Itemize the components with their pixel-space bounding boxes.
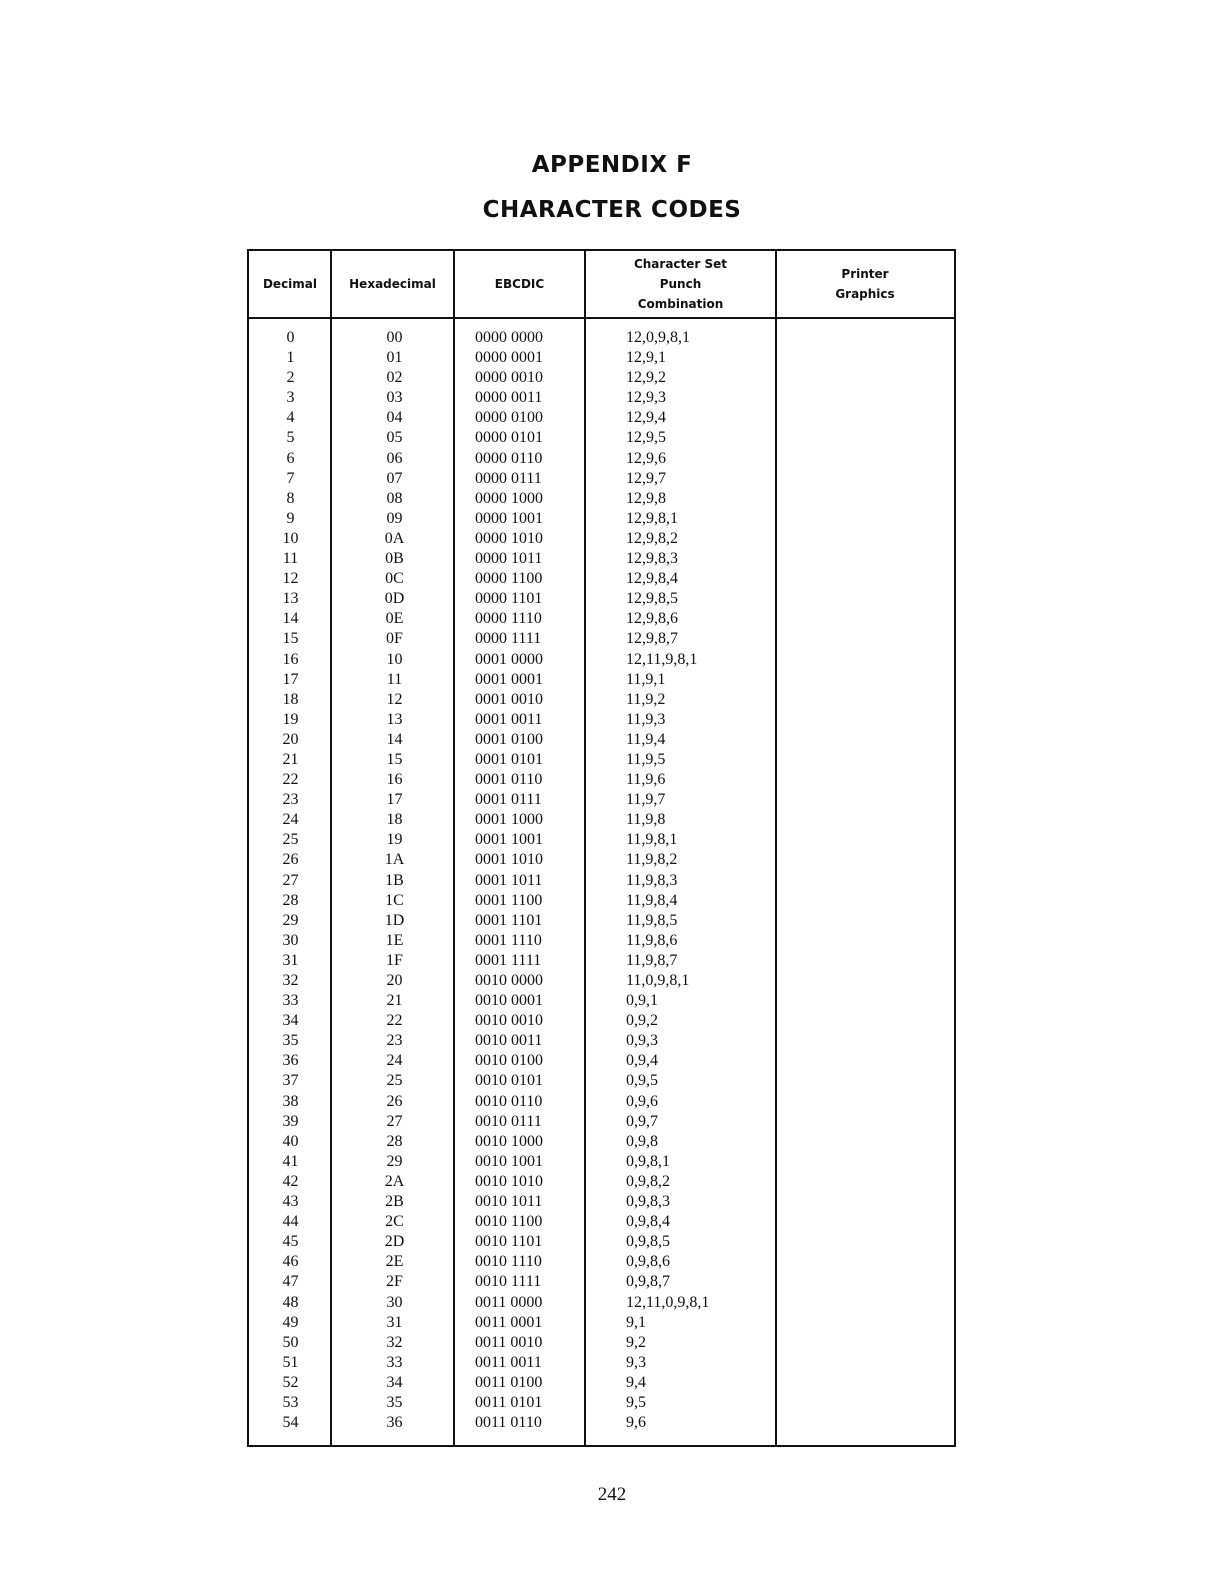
cell-decimal: 0 [286, 329, 295, 346]
cell-punch-combination: 12,9,8,3 [626, 550, 678, 568]
cell-hexadecimal: 0A [384, 529, 405, 547]
cell-hexadecimal: 00 [386, 329, 403, 346]
cell-ebcdic: 0011 0000 [475, 1293, 543, 1311]
cell-decimal: 52 [282, 1373, 299, 1391]
cell-decimal: 44 [282, 1213, 299, 1231]
cell-ebcdic: 0001 1110 [475, 931, 542, 949]
cell-decimal: 35 [282, 1032, 299, 1050]
cell-ebcdic: 0011 0110 [475, 1414, 542, 1432]
column-header-hexadecimal-label: Hexadecimal [349, 277, 436, 291]
cell-hexadecimal: 06 [386, 449, 403, 467]
cell-ebcdic: 0010 0100 [475, 1052, 543, 1070]
cell-punch-combination: 0,9,8,3 [626, 1193, 670, 1211]
cell-decimal: 54 [282, 1414, 299, 1432]
cell-ebcdic: 0001 1111 [475, 951, 542, 969]
cell-punch-combination: 0,9,8,2 [626, 1172, 670, 1190]
cell-ebcdic: 0010 1001 [475, 1152, 543, 1170]
cell-punch-combination: 12,9,8,2 [626, 529, 678, 547]
cell-hexadecimal: 2F [386, 1273, 403, 1291]
punch-header-line3: Combination [637, 297, 724, 311]
table-row [249, 790, 954, 810]
punch-header-line1: Character Set [633, 257, 728, 271]
cell-punch-combination: 9,6 [626, 1414, 646, 1432]
cell-hexadecimal: 16 [386, 771, 403, 789]
cell-hexadecimal: 02 [386, 369, 403, 387]
cell-ebcdic: 0001 0101 [475, 750, 543, 768]
table-row [249, 830, 954, 850]
cell-decimal: 1 [286, 349, 295, 367]
cell-ebcdic: 0001 0001 [475, 670, 543, 688]
column-header-hexadecimal [331, 251, 454, 317]
cell-hexadecimal: 0F [386, 630, 403, 648]
table-row [249, 1152, 954, 1172]
table-row [249, 1232, 954, 1252]
cell-ebcdic: 0011 0001 [475, 1313, 543, 1331]
cell-hexadecimal: 17 [386, 791, 403, 809]
cell-ebcdic: 0001 1011 [475, 871, 543, 889]
cell-decimal: 10 [282, 529, 299, 547]
cell-decimal: 39 [282, 1112, 299, 1130]
table-row [249, 1373, 954, 1393]
cell-punch-combination: 0,9,8,1 [626, 1152, 670, 1170]
table-row [249, 690, 954, 710]
table-row [249, 509, 954, 529]
cell-hexadecimal: 2A [384, 1172, 405, 1190]
cell-punch-combination: 12,9,3 [626, 389, 666, 407]
cell-punch-combination: 11,9,1 [626, 670, 666, 688]
cell-punch-combination: 0,9,8,5 [626, 1233, 670, 1251]
character-codes-table [247, 249, 956, 1447]
table-row [249, 1212, 954, 1232]
cell-decimal: 22 [282, 771, 299, 789]
table-row [249, 1172, 954, 1192]
cell-punch-combination: 9,2 [626, 1333, 646, 1351]
cell-hexadecimal: 36 [386, 1414, 403, 1432]
page-number: 242 [597, 1484, 627, 1505]
cell-punch-combination: 11,9,8,7 [626, 951, 678, 969]
cell-decimal: 26 [282, 851, 299, 869]
cell-ebcdic: 0010 1010 [475, 1172, 543, 1190]
cell-decimal: 30 [282, 931, 299, 949]
cell-hexadecimal: 18 [386, 811, 403, 829]
cell-decimal: 20 [282, 730, 299, 748]
cell-hexadecimal: 33 [386, 1353, 403, 1371]
table-row [249, 710, 954, 730]
cell-ebcdic: 0001 1010 [475, 851, 543, 869]
cell-punch-combination: 11,9,8,3 [626, 871, 678, 889]
cell-punch-combination: 0,9,1 [626, 992, 658, 1010]
column-header-decimal-label: Decimal [262, 277, 318, 291]
cell-decimal: 27 [282, 871, 299, 889]
cell-hexadecimal: 21 [386, 992, 403, 1010]
cell-punch-combination: 0,9,8 [626, 1132, 658, 1150]
cell-hexadecimal: 28 [386, 1132, 403, 1150]
table-row [249, 1132, 954, 1152]
cell-decimal: 50 [282, 1333, 299, 1351]
cell-ebcdic: 0000 0000 [475, 329, 543, 346]
column-header-ebcdic [454, 251, 585, 317]
cell-hexadecimal: 04 [386, 409, 403, 427]
cell-decimal: 51 [282, 1353, 299, 1371]
table-row [249, 368, 954, 388]
cell-hexadecimal: 03 [386, 389, 403, 407]
cell-ebcdic: 0000 0010 [475, 369, 543, 387]
cell-decimal: 23 [282, 791, 299, 809]
cell-decimal: 4 [286, 409, 295, 427]
cell-ebcdic: 0001 0011 [475, 710, 543, 728]
cell-hexadecimal: 12 [386, 690, 403, 708]
cell-decimal: 47 [282, 1273, 299, 1291]
table-row [249, 328, 954, 348]
table-row [249, 609, 954, 629]
table-row [249, 569, 954, 589]
cell-hexadecimal: 35 [386, 1393, 403, 1411]
cell-punch-combination: 0,9,4 [626, 1052, 658, 1070]
cell-hexadecimal: 2B [385, 1193, 404, 1211]
cell-ebcdic: 0000 0101 [475, 429, 543, 447]
cell-ebcdic: 0001 1101 [475, 911, 543, 929]
cell-decimal: 53 [282, 1393, 299, 1411]
cell-ebcdic: 0000 1010 [475, 529, 543, 547]
table-row [249, 408, 954, 428]
cell-ebcdic: 0000 1111 [475, 630, 542, 648]
table-row [249, 1031, 954, 1051]
cell-punch-combination: 12,9,7 [626, 469, 666, 487]
cell-decimal: 48 [282, 1293, 299, 1311]
cell-punch-combination: 11,9,7 [626, 791, 666, 809]
cell-punch-combination: 9,3 [626, 1353, 646, 1371]
cell-ebcdic: 0010 0111 [475, 1112, 542, 1130]
cell-hexadecimal: 0E [385, 610, 404, 628]
cell-punch-combination: 0,9,8,6 [626, 1253, 670, 1271]
cell-ebcdic: 0011 0011 [475, 1353, 542, 1371]
cell-hexadecimal: 01 [386, 349, 403, 367]
cell-hexadecimal: 1C [385, 891, 404, 909]
table-row [249, 1092, 954, 1112]
table-row [249, 348, 954, 368]
cell-decimal: 9 [286, 509, 295, 527]
table-row [249, 1071, 954, 1091]
cell-punch-combination: 12,11,9,8,1 [626, 650, 698, 668]
cell-punch-combination: 11,9,5 [626, 750, 666, 768]
cell-punch-combination: 0,9,3 [626, 1032, 658, 1050]
cell-hexadecimal: 19 [386, 831, 403, 849]
cell-decimal: 40 [282, 1132, 299, 1150]
cell-punch-combination: 12,9,8,5 [626, 590, 678, 608]
table-row [249, 891, 954, 911]
table-row [249, 810, 954, 830]
cell-decimal: 14 [282, 610, 299, 628]
cell-ebcdic: 0001 0010 [475, 690, 543, 708]
cell-ebcdic: 0011 0010 [475, 1333, 543, 1351]
cell-ebcdic: 0010 0001 [475, 992, 543, 1010]
cell-ebcdic: 0000 1110 [475, 610, 542, 628]
cell-punch-combination: 11,9,8,4 [626, 891, 678, 909]
cell-hexadecimal: 1A [384, 851, 405, 869]
cell-decimal: 29 [282, 911, 299, 929]
cell-decimal: 38 [282, 1092, 299, 1110]
cell-decimal: 49 [282, 1313, 299, 1331]
cell-ebcdic: 0000 1000 [475, 489, 543, 507]
cell-decimal: 11 [282, 550, 299, 568]
cell-punch-combination: 12,9,8,6 [626, 610, 678, 628]
cell-punch-combination: 9,4 [626, 1373, 646, 1391]
table-row [249, 871, 954, 891]
cell-ebcdic: 0010 1101 [475, 1233, 543, 1251]
table-row [249, 951, 954, 971]
cell-decimal: 6 [286, 449, 295, 467]
cell-punch-combination: 0,9,8,4 [626, 1213, 670, 1231]
cell-decimal: 46 [282, 1253, 299, 1271]
cell-punch-combination: 0,9,7 [626, 1112, 658, 1130]
cell-hexadecimal: 14 [386, 730, 403, 748]
cell-punch-combination: 11,9,8,1 [626, 831, 678, 849]
cell-hexadecimal: 24 [386, 1052, 403, 1070]
column-header-decimal [249, 251, 331, 317]
cell-punch-combination: 12,9,5 [626, 429, 666, 447]
cell-hexadecimal: 1E [385, 931, 404, 949]
cell-decimal: 34 [282, 1012, 299, 1030]
cell-ebcdic: 0010 0101 [475, 1072, 543, 1090]
cell-decimal: 7 [286, 469, 295, 487]
cell-ebcdic: 0010 1110 [475, 1253, 542, 1271]
cell-ebcdic: 0010 1000 [475, 1132, 543, 1150]
cell-punch-combination: 12,9,8,4 [626, 570, 678, 588]
cell-punch-combination: 12,9,1 [626, 349, 666, 367]
cell-decimal: 3 [286, 389, 295, 407]
cell-punch-combination: 0,9,6 [626, 1092, 658, 1110]
cell-decimal: 33 [282, 992, 299, 1010]
cell-hexadecimal: 23 [386, 1032, 403, 1050]
cell-hexadecimal: 08 [386, 489, 403, 507]
cell-ebcdic: 0010 0011 [475, 1032, 543, 1050]
cell-hexadecimal: 0D [384, 590, 405, 608]
cell-ebcdic: 0001 0111 [475, 791, 542, 809]
cell-ebcdic: 0001 0110 [475, 771, 543, 789]
cell-ebcdic: 0010 0110 [475, 1092, 543, 1110]
cell-punch-combination: 9,1 [626, 1313, 646, 1331]
cell-punch-combination: 12,9,6 [626, 449, 666, 467]
cell-hexadecimal: 11 [386, 670, 403, 688]
cell-hexadecimal: 2C [385, 1213, 404, 1231]
cell-hexadecimal: 22 [386, 1012, 403, 1030]
table-row [249, 1051, 954, 1071]
cell-hexadecimal: 10 [386, 650, 403, 668]
table-row [249, 650, 954, 670]
cell-punch-combination: 11,9,4 [626, 730, 666, 748]
cell-ebcdic: 0011 0100 [475, 1373, 543, 1391]
cell-hexadecimal: 15 [386, 750, 403, 768]
cell-punch-combination: 12,9,8,1 [626, 509, 678, 527]
table-row [249, 1393, 954, 1413]
cell-punch-combination: 0,9,2 [626, 1012, 658, 1030]
cell-decimal: 28 [282, 891, 299, 909]
cell-ebcdic: 0000 1100 [475, 570, 543, 588]
table-row [249, 549, 954, 569]
cell-decimal: 31 [282, 951, 299, 969]
cell-punch-combination: 11,9,6 [626, 771, 666, 789]
cell-punch-combination: 11,9,8,6 [626, 931, 678, 949]
table-row [249, 629, 954, 649]
cell-punch-combination: 0,9,8,7 [626, 1273, 670, 1291]
column-header-ebcdic-label: EBCDIC [494, 277, 545, 291]
cell-ebcdic: 0000 0110 [475, 449, 543, 467]
cell-ebcdic: 0000 1011 [475, 550, 543, 568]
cell-ebcdic: 0001 1100 [475, 891, 543, 909]
cell-hexadecimal: 27 [386, 1112, 403, 1130]
cell-ebcdic: 0010 0010 [475, 1012, 543, 1030]
table-body [249, 328, 954, 1433]
cell-hexadecimal: 09 [386, 509, 403, 527]
cell-ebcdic: 0010 1100 [475, 1213, 543, 1231]
cell-hexadecimal: 31 [386, 1313, 403, 1331]
table-row [249, 1313, 954, 1333]
cell-decimal: 18 [282, 690, 299, 708]
cell-hexadecimal: 07 [386, 469, 403, 487]
table-row [249, 730, 954, 750]
cell-ebcdic: 0000 1101 [475, 590, 543, 608]
table-row [249, 1272, 954, 1292]
cell-hexadecimal: 30 [386, 1293, 403, 1311]
table-row [249, 1353, 954, 1373]
header-divider [249, 317, 954, 319]
printer-header-line2: Graphics [835, 287, 895, 301]
cell-decimal: 41 [282, 1152, 299, 1170]
table-row [249, 529, 954, 549]
printer-header-line1: Printer [841, 267, 889, 281]
table-row [249, 589, 954, 609]
cell-hexadecimal: 34 [386, 1373, 403, 1391]
table-row [249, 1333, 954, 1353]
cell-hexadecimal: 26 [386, 1092, 403, 1110]
cell-punch-combination: 12,9,4 [626, 409, 666, 427]
cell-ebcdic: 0001 0000 [475, 650, 543, 668]
table-row [249, 670, 954, 690]
table-row [249, 1011, 954, 1031]
cell-decimal: 21 [282, 750, 299, 768]
cell-hexadecimal: 20 [386, 972, 403, 989]
cell-hexadecimal: 13 [386, 710, 403, 728]
cell-decimal: 5 [286, 429, 295, 447]
cell-punch-combination: 11,9,3 [626, 710, 666, 728]
cell-ebcdic: 0000 0011 [475, 389, 543, 407]
punch-header-line2: Punch [659, 277, 702, 291]
cell-hexadecimal: 1B [385, 871, 404, 889]
cell-decimal: 15 [282, 630, 299, 648]
cell-decimal: 36 [282, 1052, 299, 1070]
cell-hexadecimal: 1D [384, 911, 405, 929]
cell-decimal: 19 [282, 710, 299, 728]
column-header-printer-graphics [776, 251, 954, 317]
cell-ebcdic: 0001 0100 [475, 730, 543, 748]
cell-decimal: 42 [282, 1172, 299, 1190]
cell-ebcdic: 0000 1001 [475, 509, 543, 527]
cell-punch-combination: 12,9,2 [626, 369, 666, 387]
table-row [249, 388, 954, 408]
cell-punch-combination: 9,5 [626, 1393, 646, 1411]
cell-decimal: 8 [286, 489, 295, 507]
cell-punch-combination: 12,0,9,8,1 [626, 329, 690, 346]
table-row [249, 750, 954, 770]
column-header-punch [585, 251, 776, 317]
table-row [249, 428, 954, 448]
cell-hexadecimal: 1F [386, 951, 403, 969]
table-row [249, 971, 954, 991]
cell-hexadecimal: 0B [385, 550, 404, 568]
cell-decimal: 25 [282, 831, 299, 849]
cell-hexadecimal: 0C [385, 570, 404, 588]
cell-punch-combination: 11,9,8,2 [626, 851, 678, 869]
cell-punch-combination: 11,9,8 [626, 811, 666, 829]
cell-decimal: 24 [282, 811, 299, 829]
cell-punch-combination: 11,9,2 [626, 690, 666, 708]
cell-decimal: 45 [282, 1233, 299, 1251]
cell-hexadecimal: 25 [386, 1072, 403, 1090]
cell-ebcdic: 0000 0111 [475, 469, 542, 487]
cell-ebcdic: 0010 1011 [475, 1193, 543, 1211]
cell-punch-combination: 0,9,5 [626, 1072, 658, 1090]
table-row [249, 449, 954, 469]
cell-decimal: 32 [282, 972, 299, 989]
cell-punch-combination: 12,11,0,9,8,1 [626, 1293, 710, 1311]
cell-hexadecimal: 32 [386, 1333, 403, 1351]
table-row [249, 850, 954, 870]
cell-ebcdic: 0010 0000 [475, 972, 543, 989]
table-row [249, 469, 954, 489]
cell-punch-combination: 12,9,8,7 [626, 630, 678, 648]
table-row [249, 489, 954, 509]
cell-ebcdic: 0001 1000 [475, 811, 543, 829]
cell-decimal: 13 [282, 590, 299, 608]
cell-hexadecimal: 2D [384, 1233, 405, 1251]
appendix-heading: APPENDIX F [531, 152, 693, 178]
table-row [249, 1112, 954, 1132]
table-row [249, 1252, 954, 1272]
cell-hexadecimal: 2E [385, 1253, 404, 1271]
page-title: CHARACTER CODES [482, 197, 742, 223]
table-row [249, 991, 954, 1011]
cell-decimal: 43 [282, 1193, 299, 1211]
table-row [249, 1413, 954, 1433]
cell-decimal: 17 [282, 670, 299, 688]
cell-decimal: 37 [282, 1072, 299, 1090]
cell-ebcdic: 0000 0100 [475, 409, 543, 427]
cell-ebcdic: 0001 1001 [475, 831, 543, 849]
table-row [249, 931, 954, 951]
cell-ebcdic: 0000 0001 [475, 349, 543, 367]
cell-hexadecimal: 05 [386, 429, 403, 447]
cell-decimal: 16 [282, 650, 299, 668]
cell-decimal: 2 [286, 369, 295, 387]
table-row [249, 911, 954, 931]
cell-decimal: 12 [282, 570, 299, 588]
cell-punch-combination: 11,0,9,8,1 [626, 972, 690, 989]
cell-ebcdic: 0011 0101 [475, 1393, 543, 1411]
cell-hexadecimal: 29 [386, 1152, 403, 1170]
cell-punch-combination: 12,9,8 [626, 489, 666, 507]
table-row [249, 1192, 954, 1212]
table-row [249, 770, 954, 790]
table-row [249, 1293, 954, 1313]
cell-punch-combination: 11,9,8,5 [626, 911, 678, 929]
cell-ebcdic: 0010 1111 [475, 1273, 542, 1291]
